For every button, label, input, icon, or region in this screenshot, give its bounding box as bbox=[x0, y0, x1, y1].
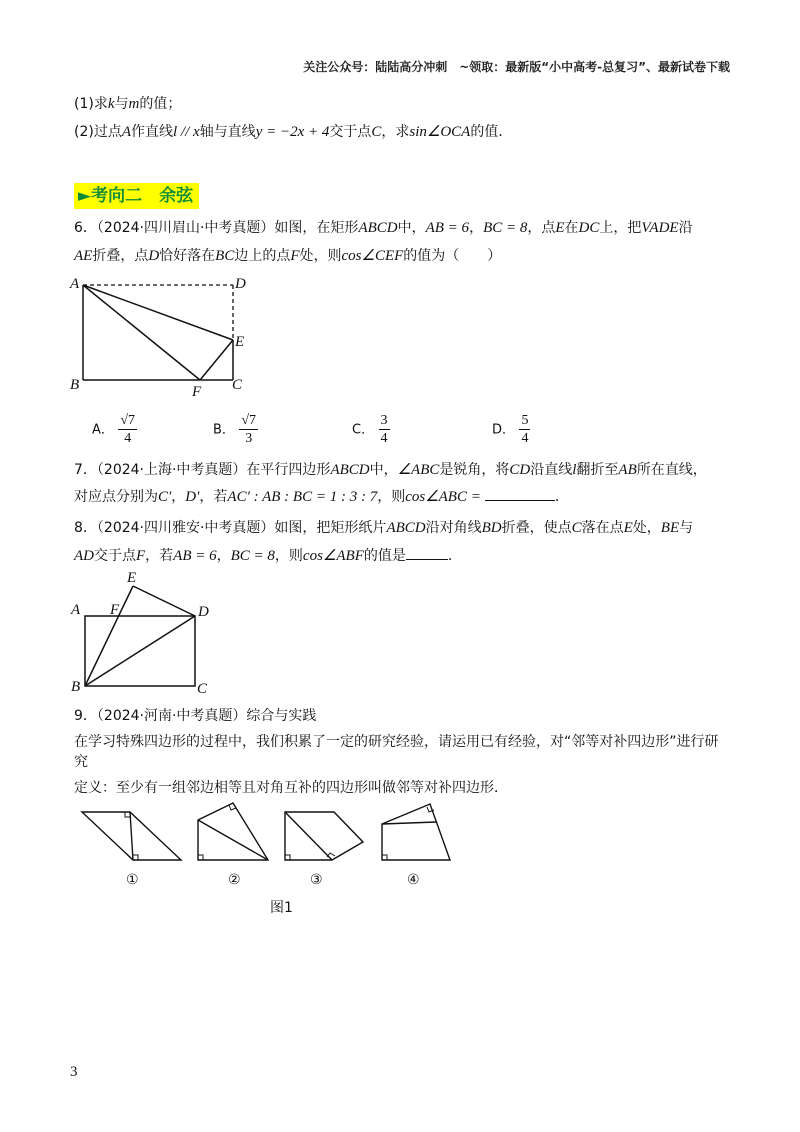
q6-label-a: A bbox=[70, 276, 80, 292]
q6-label-c: C bbox=[232, 377, 243, 393]
q6-label-d: D bbox=[235, 276, 246, 292]
q9-line3: 究 bbox=[74, 754, 88, 770]
q8-label-f: F bbox=[110, 602, 120, 618]
q9-label-3: ③ bbox=[310, 872, 323, 888]
q8-label-d: D bbox=[198, 604, 209, 620]
q6-line2: AE折叠，点D恰好落在BC边上的点F处，则cos∠CEF的值为（ ） bbox=[74, 248, 502, 264]
q9-quad-3 bbox=[285, 812, 363, 860]
q9-figure-caption: 图1 bbox=[270, 900, 293, 916]
q8-line2: AD交于点F，若AB = 6，BC = 8，则cos∠ABF的值是 ． bbox=[74, 548, 462, 564]
q6-option-d: D． $\frac{5}{4}$ bbox=[492, 413, 529, 446]
page-number: 3 bbox=[70, 1064, 78, 1080]
page-header: 关注公众号：陆陆高分冲刺 ~领取：最新版“小中高考-总复习”、最新试卷下载 bbox=[303, 60, 730, 74]
q9-line2: 在学习特殊四边形的过程中，我们积累了一定的研究经验，请运用已有经验，对“邻等对补四边形”进行研 bbox=[74, 734, 719, 750]
q6-option-b: B． $\frac{√7}{3}$ bbox=[213, 413, 257, 446]
q9-label-4: ④ bbox=[407, 872, 420, 888]
q6-fold-ae bbox=[83, 285, 233, 340]
q7-line2: 对应点分别为C′，D′，若AC′ : AB : BC = 1 : 3 : 7，则cos∠ABC = ． bbox=[74, 489, 569, 505]
prev-part2: (2)过点A作直线l // x轴与直线y = −2x + 4交于点C，求sin∠OCA的值． bbox=[74, 124, 513, 140]
q9-label-2: ② bbox=[228, 872, 241, 888]
q9-figure bbox=[70, 800, 470, 925]
q6-label-e: E bbox=[235, 334, 245, 350]
q8-segment-ed bbox=[133, 586, 195, 616]
q9-label-1: ① bbox=[126, 872, 139, 888]
q6-figure bbox=[60, 268, 280, 400]
q8-figure bbox=[60, 570, 230, 698]
q6-label-b: B bbox=[70, 377, 80, 393]
q6-option-a: A． $\frac{√7}{4}$ bbox=[92, 413, 136, 446]
q7-answer-blank[interactable] bbox=[485, 500, 555, 501]
q6-segment-af bbox=[83, 285, 200, 380]
q6-option-c: C． $\frac{3}{4}$ bbox=[352, 413, 388, 446]
q6-segment-fe bbox=[200, 340, 233, 380]
q8-label-a: A bbox=[71, 602, 81, 618]
q9-quad-1 bbox=[82, 812, 181, 860]
q9-line1: 9．（2024·河南·中考真题）综合与实践 bbox=[74, 708, 317, 724]
q8-label-b: B bbox=[71, 679, 81, 695]
q9-quad-4 bbox=[382, 804, 450, 860]
q9-quad-2 bbox=[198, 803, 268, 860]
q8-line1: 8．（2024·四川雅安·中考真题）如图，把矩形纸片ABCD沿对角线BD折叠，使点C落在点E处，BE与 bbox=[74, 520, 694, 536]
q6-line1: 6．（2024·四川眉山·中考真题）如图，在矩形ABCD中，AB = 6，BC = 8，点E在DC上，把VADE沿 bbox=[74, 220, 693, 236]
q8-label-c: C bbox=[197, 681, 208, 697]
q6-label-f: F bbox=[192, 384, 202, 400]
q7-line1: 7．（2024·上海·中考真题）在平行四边形ABCD中，∠ABC是锐角，将CD沿直线l翻折至AB所在直线， bbox=[74, 462, 707, 478]
q8-answer-blank[interactable] bbox=[406, 559, 448, 560]
section-heading: ►考向二 余弦 bbox=[74, 183, 199, 209]
q8-label-e: E bbox=[127, 570, 137, 586]
prev-part1: (1)求k与m的值； bbox=[74, 96, 182, 112]
q9-line4: 定义：至少有一组邻边相等且对角互补的四边形叫做邻等对补四边形． bbox=[74, 780, 508, 796]
